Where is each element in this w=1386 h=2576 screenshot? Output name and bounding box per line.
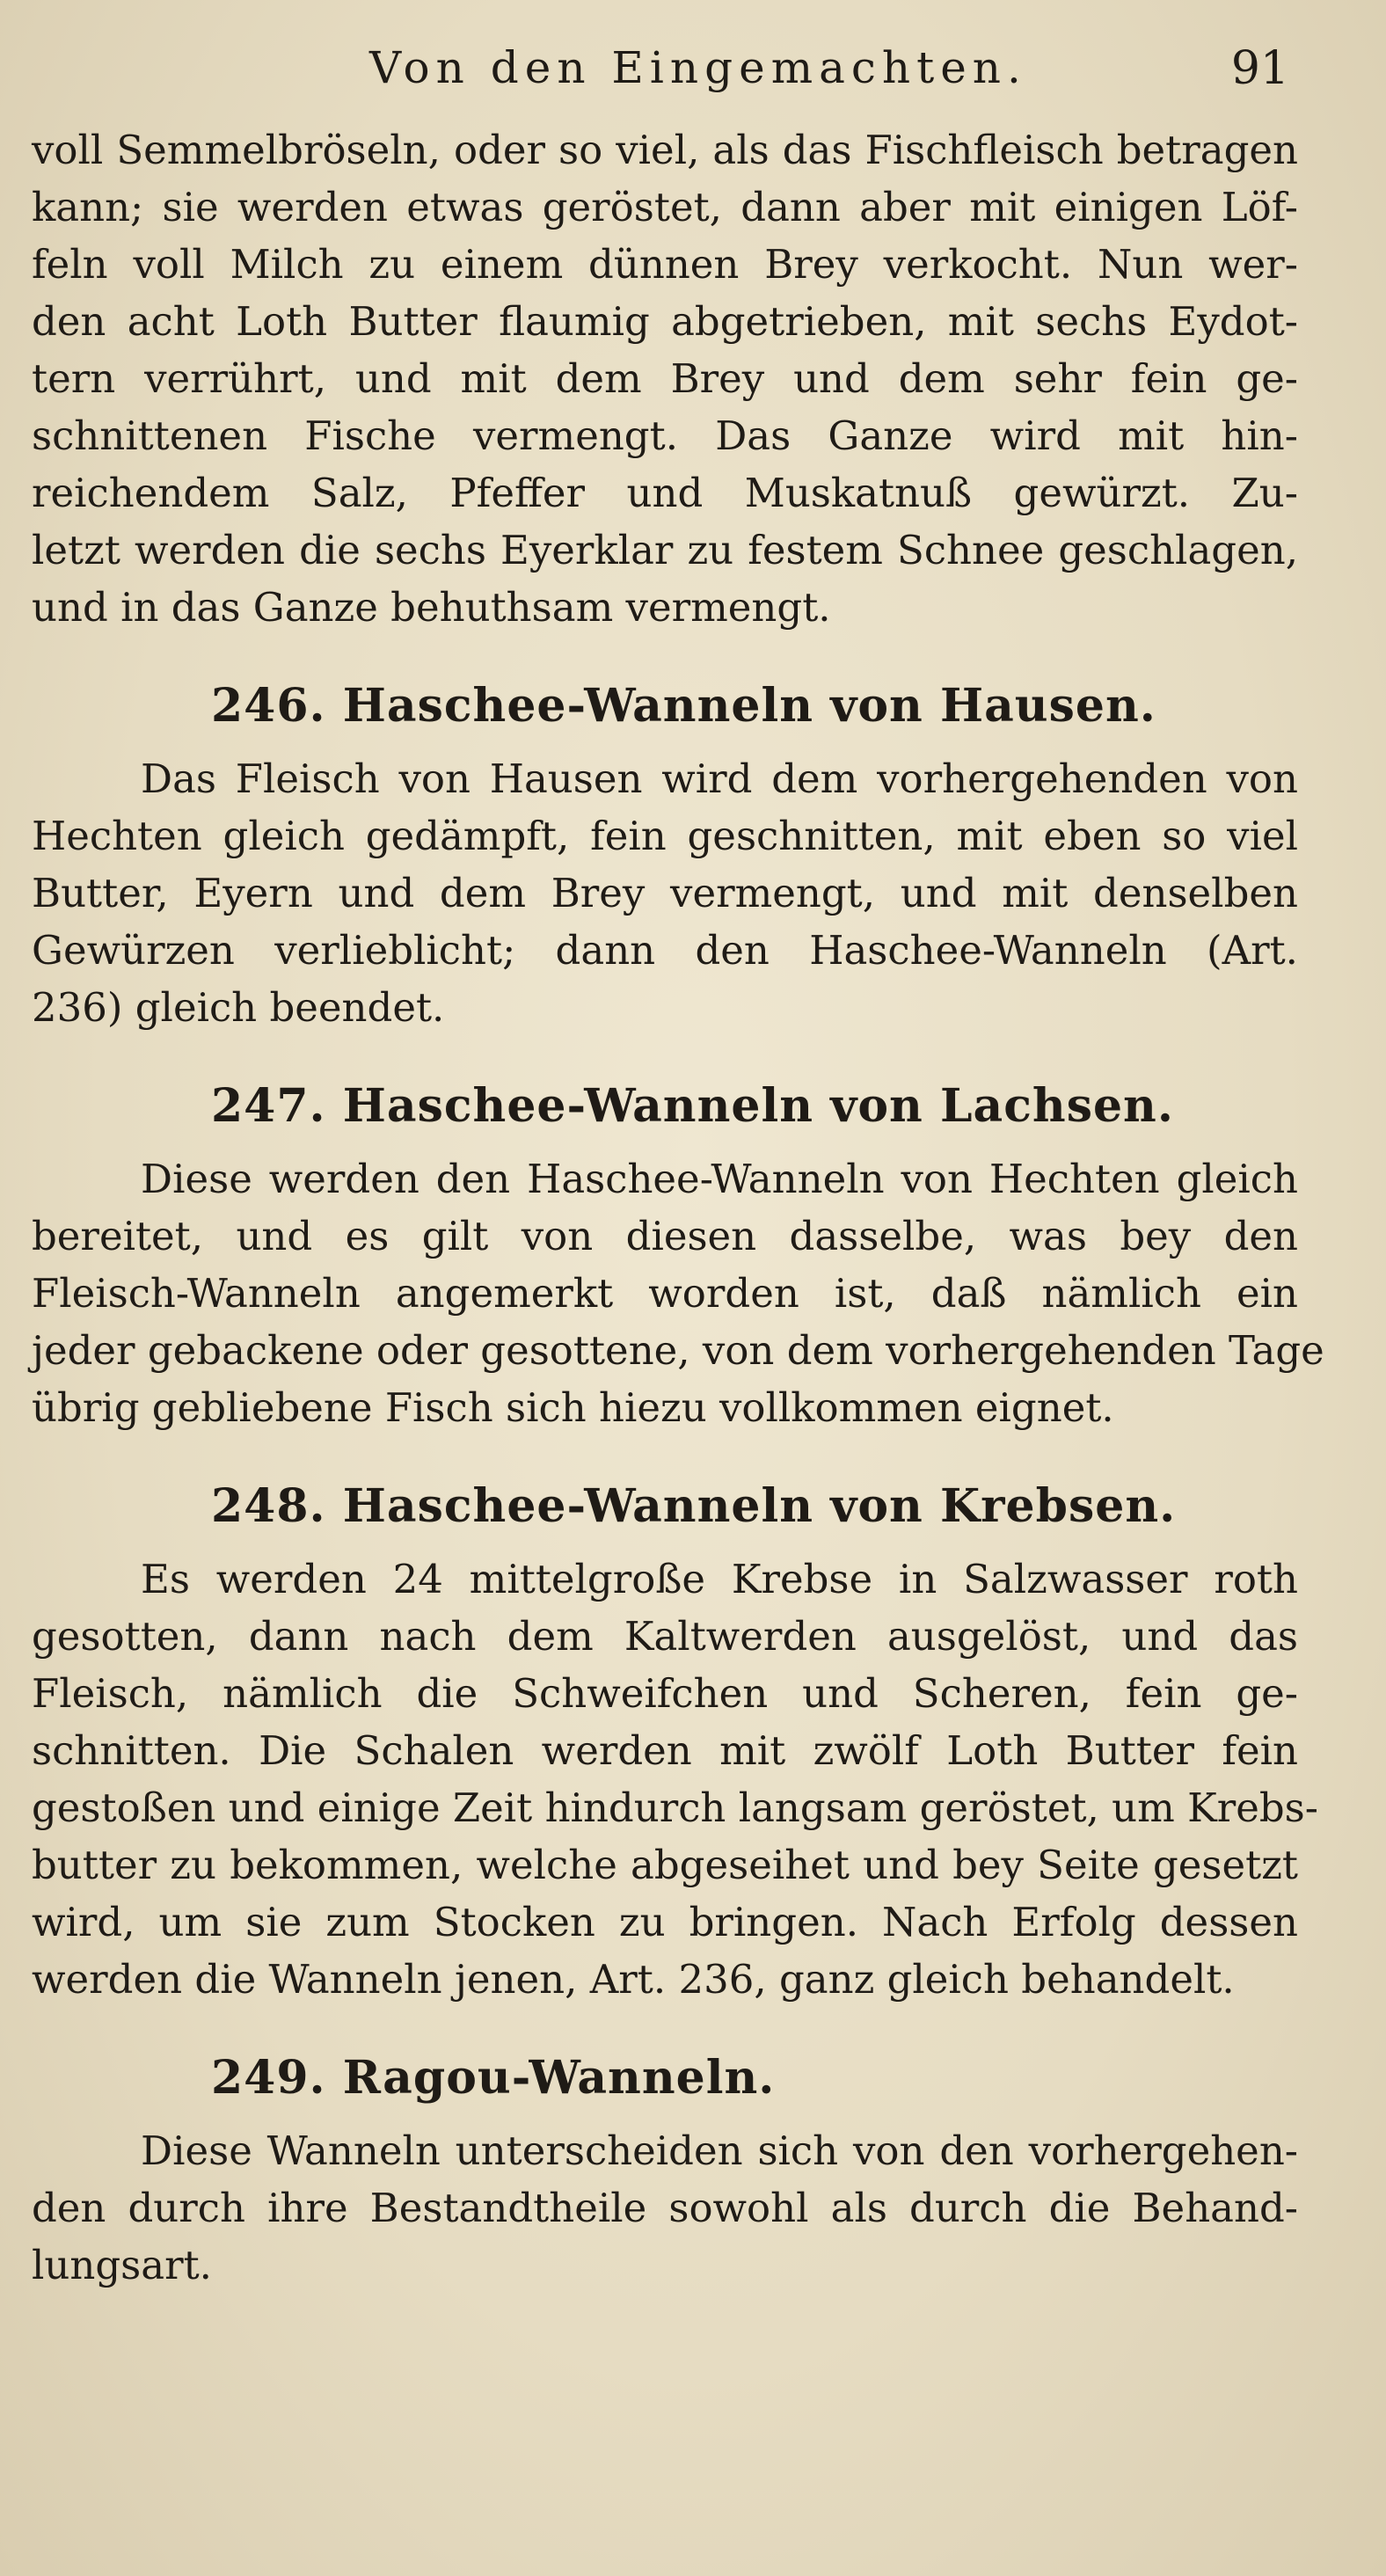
- text-line: übrig gebliebene Fisch sich hiezu vollkommen eignet.: [32, 1384, 1114, 1431]
- spacer: [0, 636, 1386, 662]
- text-line: den durch ihre Bestandtheile sowohl als durch die Behand-: [32, 2185, 1298, 2231]
- section-heading: 249. Ragou-Wanneln.: [211, 2051, 776, 2105]
- text-line: den acht Loth Butter flaumig abgetrieben, mit sechs Eydot-: [32, 298, 1298, 345]
- section-249: [0, 2034, 1386, 2294]
- spacer: [0, 1036, 1386, 1062]
- text-line: Hechten gleich gedämpft, fein geschnitten, mit eben so viel: [32, 813, 1298, 859]
- text-line: gesotten, dann nach dem Kaltwerden ausgelöst, und das: [32, 1613, 1298, 1660]
- text-line: wird, um sie zum Stocken zu bringen. Nach Erfolg dessen: [32, 1899, 1298, 1945]
- section-247: [0, 1062, 1386, 1436]
- text-line: Gewürzen verlieblicht; dann den Haschee-Wanneln (Art.: [32, 927, 1298, 974]
- text-line: Diese werden den Haschee-Wanneln von Hechten gleich: [141, 1156, 1298, 1202]
- page-body: [0, 121, 1386, 2294]
- text-line: 236) gleich beendet.: [32, 984, 445, 1031]
- section-heading: 246. Haschee-Wanneln von Hausen.: [211, 679, 1156, 733]
- section-246: [0, 662, 1386, 1036]
- spacer: [0, 1436, 1386, 1463]
- text-line: Diese Wanneln unterscheiden sich von den vorhergehen-: [141, 2127, 1298, 2174]
- text-line: werden die Wanneln jenen, Art. 236, ganz gleich behandelt.: [32, 1956, 1235, 2003]
- text-line: schnittenen Fische vermengt. Das Ganze wird mit hin-: [32, 412, 1298, 459]
- text-line: gestoßen und einige Zeit hindurch langsam geröstet, um Krebs-: [32, 1784, 1318, 1831]
- text-line: letzt werden die sechs Eyerklar zu festem Schnee geschlagen,: [32, 527, 1298, 573]
- text-line: Das Fleisch von Hausen wird dem vorhergehenden von: [141, 755, 1298, 802]
- text-line: schnitten. Die Schalen werden mit zwölf Loth Butter fein: [32, 1727, 1298, 1774]
- text-line: jeder gebackene oder gesottene, von dem vorhergehenden Tage: [32, 1327, 1324, 1374]
- text-line: feln voll Milch zu einem dünnen Brey verkocht. Nun wer-: [32, 241, 1298, 288]
- text-line: butter zu bekommen, welche abgeseihet und bey Seite gesetzt: [32, 1842, 1298, 1888]
- text-line: Fleisch-Wanneln angemerkt worden ist, daß nämlich ein: [32, 1270, 1298, 1317]
- text-line: reichendem Salz, Pfeffer und Muskatnuß gewürzt. Zu-: [32, 470, 1298, 516]
- text-line: und in das Ganze behuthsam vermengt.: [32, 584, 831, 631]
- spacer: [0, 2008, 1386, 2034]
- text-line: Butter, Eyern und dem Brey vermengt, und mit denselben: [32, 870, 1298, 916]
- page-header: [0, 42, 1386, 104]
- text-line: tern verrührt, und mit dem Brey und dem sehr fein ge-: [32, 355, 1298, 402]
- running-title: Von den Eingemachten.: [369, 42, 1027, 93]
- page-number: 91: [1230, 42, 1289, 95]
- section-248: [0, 1463, 1386, 2008]
- text-line: voll Semmelbröseln, oder so viel, als das Fischfleisch betragen: [32, 127, 1298, 173]
- text-line: lungsart.: [32, 2242, 212, 2288]
- section-heading: 248. Haschee-Wanneln von Krebsen.: [211, 1479, 1177, 1533]
- intro-paragraph: [0, 121, 1386, 636]
- text-line: Fleisch, nämlich die Schweifchen und Scheren, fein ge-: [32, 1670, 1298, 1717]
- section-heading: 247. Haschee-Wanneln von Lachsen.: [211, 1079, 1174, 1133]
- text-line: kann; sie werden etwas geröstet, dann aber mit einigen Löf-: [32, 184, 1298, 230]
- text-line: bereitet, und es gilt von diesen dasselbe, was bey den: [32, 1213, 1298, 1259]
- text-line: Es werden 24 mittelgroße Krebse in Salzwasser roth: [141, 1556, 1298, 1602]
